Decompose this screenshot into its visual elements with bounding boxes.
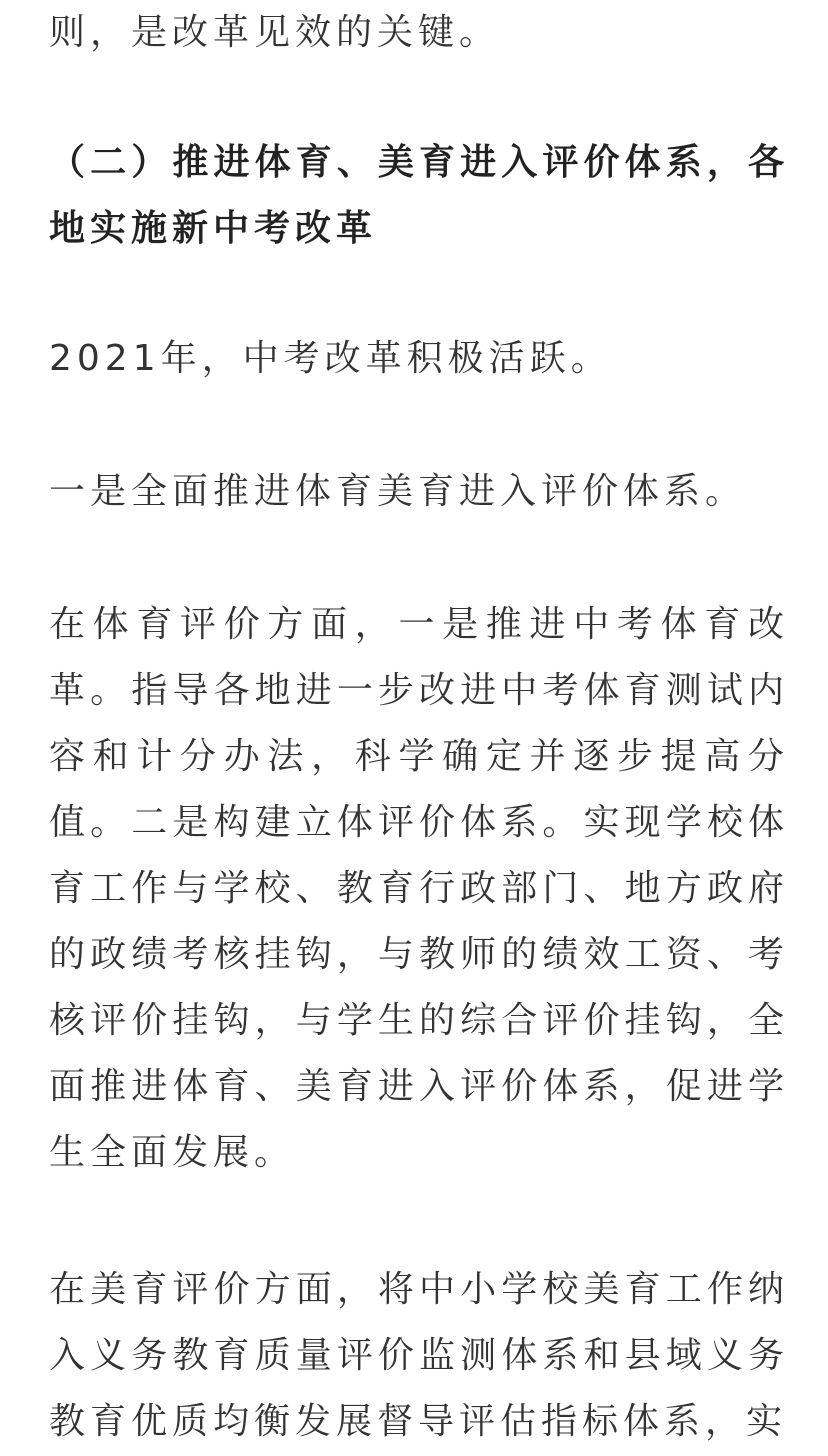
- paragraph-intro: 2021年，中考改革积极活跃。: [49, 338, 612, 379]
- paragraph-point-one: 一是全面推进体育美育进入评价体系。: [49, 471, 747, 512]
- paragraph-sport-evaluation: 在体育评价方面，一是推进中考体育改革。指导各地进一步改进中考体育测试内容和计分办法，科学确定并逐步提高分值。二是构建立体评价体系。实现学校体育工作与学校、教育行政部门、地方政府的政绩考核挂钩，与教师的绩效工资、考核评价挂钩，与学生的综合评价挂钩，全面推进体育、美育进入评价体系，促进学生全面发展。: [49, 604, 789, 1173]
- paragraph-art-evaluation: 在美育评价方面，将中小学校美育工作纳入义务教育质量评价监测体系和县域义务教育优质均衡发展督导评估指标体系，实: [49, 1269, 789, 1442]
- section-heading: （二）推进体育、美育进入评价体系，各地实施新中考改革: [49, 142, 789, 249]
- paragraph-continuation: 则，是改革见效的关键。: [49, 12, 501, 53]
